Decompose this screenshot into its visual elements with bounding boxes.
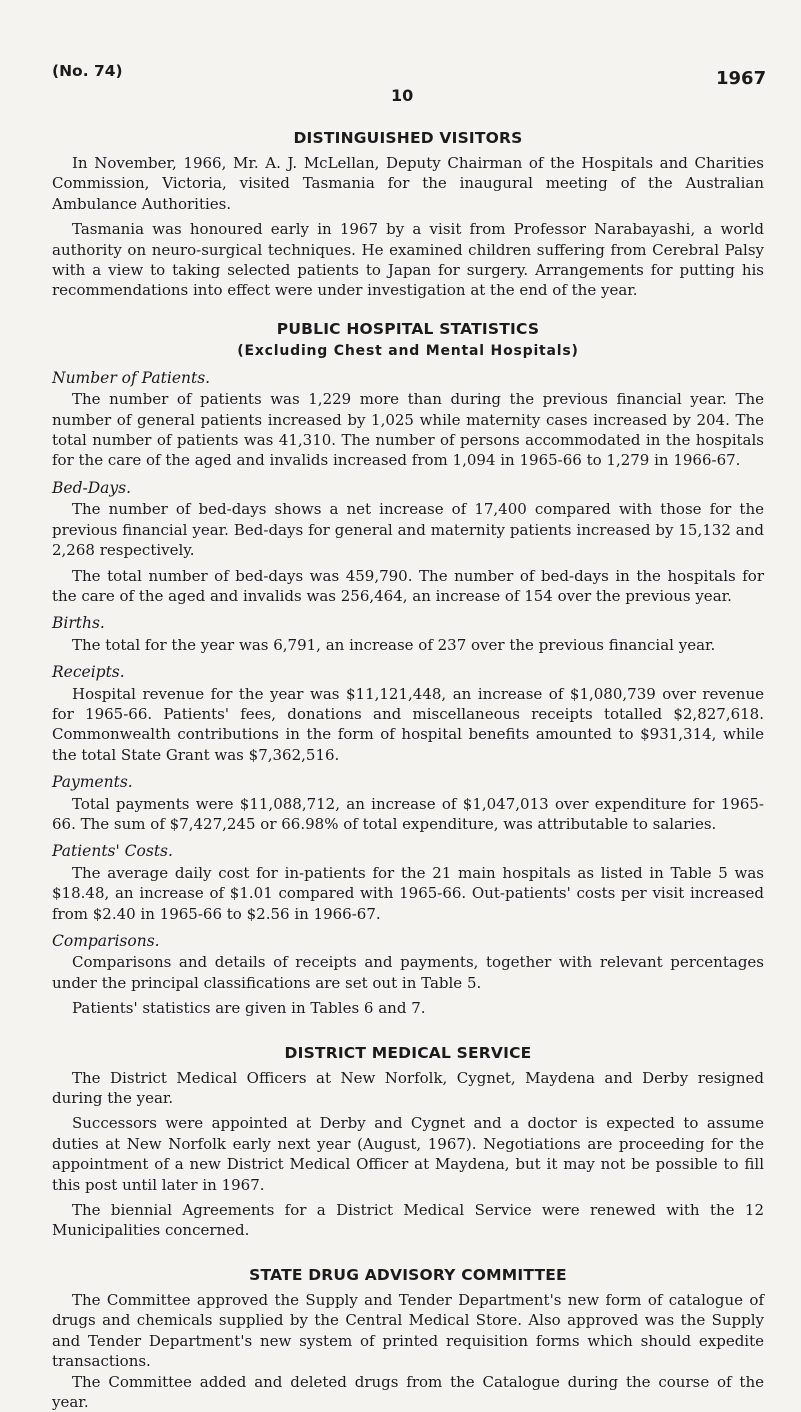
paragraph: In November, 1966, Mr. A. J. McLellan, Deputy Chairman of the Hospitals and Charities Commission, Victoria, visited Tasmania for the inaugural meeting of the Australian Ambulance Authorities. — [52, 153, 764, 214]
subheading-payments: Payments. — [52, 772, 764, 792]
section-subtitle: (Excluding Chest and Mental Hospitals) — [52, 341, 764, 361]
paragraph: The total number of bed-days was 459,790. The number of bed-days in the hospitals for the care of the aged and invalids was 256,464, an increase of 154 over the previous year. — [52, 566, 764, 607]
section-title: DISTRICT MEDICAL SERVICE — [52, 1043, 764, 1063]
section-title: STATE DRUG ADVISORY COMMITTEE — [52, 1265, 764, 1285]
section-distinguished-visitors — [52, 128, 764, 301]
section-title: PUBLIC HOSPITAL STATISTICS — [52, 319, 764, 339]
subheading-bed-days: Bed-Days. — [52, 478, 764, 498]
paragraph: The total for the year was 6,791, an increase of 237 over the previous financial year. — [52, 635, 764, 655]
subheading-births: Births. — [52, 613, 764, 633]
subheading-number-of-patients: Number of Patients. — [52, 368, 764, 388]
paragraph: Hospital revenue for the year was $11,121,448, an increase of $1,080,739 over revenue for 1965-66. Patients' fees, donations and miscellaneous receipts totalled $2,827,618. Commonwealth contributions in the form of hospital benefits amounted to $931,314, while the total State Grant was $7,362,516. — [52, 684, 764, 766]
document-number: (No. 74) — [52, 62, 123, 80]
page-body — [52, 128, 764, 1412]
paragraph: The number of patients was 1,229 more than during the previous financial year. The number of general patients increased by 1,025 while maternity cases increased by 204. The total number of patients was 41,310. The number of persons accommodated in the hospitals for the care of the aged and invalids increased from 1,094 in 1965-66 to 1,279 in 1966-67. — [52, 389, 764, 471]
paragraph: Patients' statistics are given in Tables 6 and 7. — [52, 998, 764, 1018]
page-number: 10 — [391, 86, 413, 105]
subheading-patients-costs: Patients' Costs. — [52, 841, 764, 861]
paragraph: Tasmania was honoured early in 1967 by a visit from Professor Narabayashi, a world authority on neuro-surgical techniques. He examined children suffering from Cerebral Palsy with a view to taking selected patients to Japan for surgery. Arrangements for putting his recommendations into effect were under investigation at the end of the year. — [52, 219, 764, 301]
paragraph: Comparisons and details of receipts and payments, together with relevant percentages under the principal classifications are set out in Table 5. — [52, 952, 764, 993]
section-title: DISTINGUISHED VISITORS — [52, 128, 764, 148]
section-state-drug-advisory-committee — [52, 1265, 764, 1412]
paragraph: The number of bed-days shows a net increase of 17,400 compared with those for the previous financial year. Bed-days for general and maternity patients increased by 15,132 and 2,268 respectively. — [52, 499, 764, 560]
paragraph: Total payments were $11,088,712, an increase of $1,047,013 over expenditure for 1965-66. The sum of $7,427,245 or 66.98% of total expenditure, was attributable to salaries. — [52, 794, 764, 835]
section-district-medical-service — [52, 1043, 764, 1241]
document-year: 1967 — [716, 68, 766, 89]
paragraph: The biennial Agreements for a District Medical Service were renewed with the 12 Municipalities concerned. — [52, 1200, 764, 1241]
paragraph: The Committee added and deleted drugs from the Catalogue during the course of the year. — [52, 1372, 764, 1412]
paragraph: The average daily cost for in-patients for the 21 main hospitals as listed in Table 5 was $18.48, an increase of $1.01 compared with 1965-66. Out-patients' costs per visit increased from $2.40 in 1965-66 to $2.56 in 1966-67. — [52, 863, 764, 924]
paragraph: The District Medical Officers at New Norfolk, Cygnet, Maydena and Derby resigned during the year. — [52, 1068, 764, 1109]
paragraph: The Committee approved the Supply and Tender Department's new form of catalogue of drugs and chemicals supplied by the Central Medical Store. Also approved was the Supply and Tender Department's new system of printed requisition forms which should expedite transactions. — [52, 1290, 764, 1372]
section-public-hospital-statistics — [52, 319, 764, 1019]
paragraph: Successors were appointed at Derby and Cygnet and a doctor is expected to assume duties at New Norfolk early next year (August, 1967). Negotiations are proceeding for the appointment of a new District Medical Officer at Maydena, but it may not be possible to fill this post until later in 1967. — [52, 1113, 764, 1195]
subheading-comparisons: Comparisons. — [52, 931, 764, 951]
subheading-receipts: Receipts. — [52, 662, 764, 682]
